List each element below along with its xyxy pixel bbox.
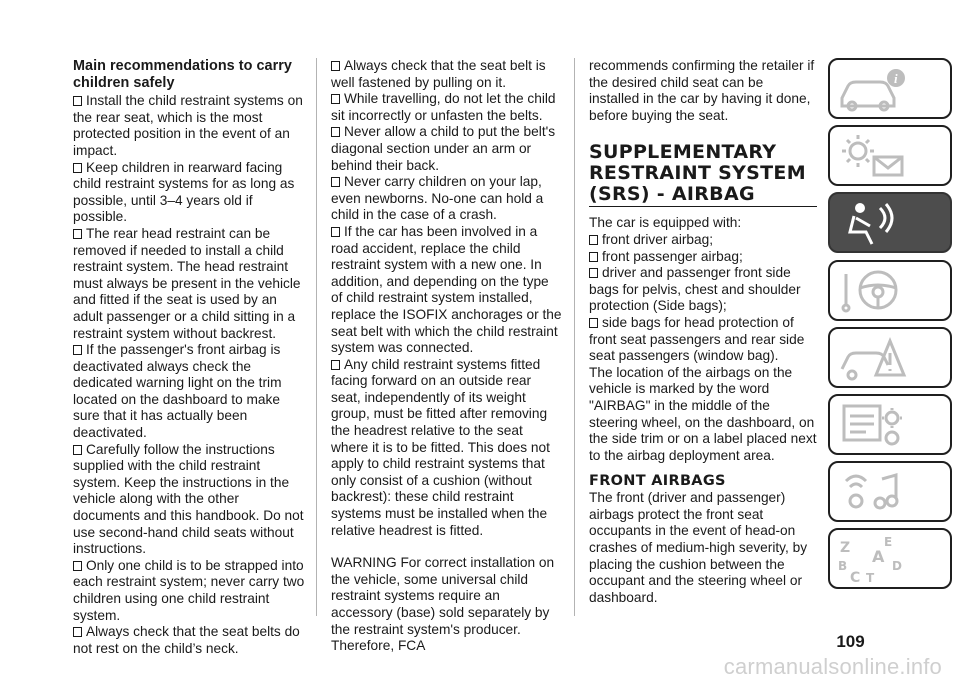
location-text: The location of the airbags on the vehicle is marked by the word "AIRBAG" in the middle of the steering wheel, on the dashboard, on the side trim or on a label placed next to the airbag deployment area. [589,364,817,463]
tab-warning-lights[interactable] [828,125,952,186]
svg-text:B: B [838,559,848,574]
equipped-text: The car is equipped with: [589,215,742,231]
list-item: The rear head restraint can be removed if needed to install a child restraint system. The head restraint must always be present in the vehicle and fitted if the seat is used by an adult passenger or a child sitting in a restraint system without backrest. [73,226,305,342]
column-3 [589,58,817,606]
svg-text:A: A [872,547,885,567]
subsection-title-front-airbags: FRONT AIRBAGS [589,473,726,490]
emergency-triangle-icon [836,333,908,383]
car-info-icon [836,64,908,114]
tab-emergency[interactable] [828,327,952,388]
section-title-srs: SUPPLEMENTARY RESTRAINT SYSTEM (SRS) - AIRBAG [589,142,817,207]
chapter-tabs [828,58,952,596]
multimedia-icon [836,467,908,517]
list-item: If the car has been involved in a road accident, replace the child restraint system with a new one. In addition, and depending on the type of child restraint system installed, replace the ISOFIX anchorages or the seat belt with which the child restraint system was connected. [331,223,562,356]
svg-text:T: T [866,571,875,585]
list-item: Keep children in rearward facing child restraint systems for as long as possible, until 3–4 years old if possible. [73,160,305,226]
list-item: While travelling, do not let the child sit incorrectly or unfasten the belts. [331,91,563,124]
seat-airbag-icon [836,198,908,248]
svg-text:i: i [894,71,898,86]
tab-steering-wheel[interactable] [828,260,952,321]
warning-lights-icon [836,131,908,181]
maintenance-gears-icon [836,400,908,450]
steering-wheel-icon [836,266,908,316]
column-1 [73,58,305,657]
svg-text:Z: Z [840,540,851,557]
tab-seat-airbag[interactable] [828,192,952,253]
column-divider [574,58,575,616]
tab-maintenance[interactable] [828,394,952,455]
page-number: 109 [836,632,865,651]
list-item: Never carry children on your lap, even newborns. No-one can hold a child in the case of a crash. [331,174,563,224]
list-item: Never allow a child to put the belt's diagonal section under an arm or behind their back. [331,124,563,174]
list-item: Any child restraint systems fitted facing forward on an outside rear seat, independently of its weight group, must be fitted after removing the headrest relative to the seat where it is to be fitted. This does not apply to child restraint systems that only consist of a cushion (without backrest): these child restraint systems must be installed when the relative headrest is fitted. [331,357,563,540]
list-item: side bags for head protection of front seat passengers and rear side seat passengers (window bag). [589,315,817,365]
section-heading-child-safety: Main recommendations to carry children safely [73,58,292,91]
list-item: Always check that the seat belts do not rest on the child’s neck. [73,624,305,657]
column-divider [316,58,317,616]
list-item: Only one child is to be strapped into each restraint system; never carry two children using one child restraint system. [73,557,305,623]
tab-multimedia[interactable] [828,461,952,522]
list-item: Always check that the seat belt is well fastened by pulling on it. [331,58,563,91]
list-item: If the passenger's front airbag is deactivated always check the dedicated warning light on the trim located on the dashboard to make sure that it has actually been deactivated. [73,342,305,442]
list-item: Install the child restraint systems on the rear seat, which is the most protected position in the event of an impact. [73,93,305,159]
tab-index[interactable] [828,528,952,589]
svg-text:C: C [850,570,861,585]
warning-text: WARNING For correct installation on the vehicle, some universal child restraint systems require an accessory (base) sold separately by the restraint system's producer. Therefore, FCA [331,555,555,654]
index-letters-icon [836,534,908,584]
list-item: front passenger airbag; [589,249,817,266]
tab-car-info[interactable] [828,58,952,119]
column-2 [331,58,563,655]
svg-text:E: E [884,535,893,550]
svg-text:D: D [892,559,902,574]
front-airbags-text: The front (driver and passenger) airbags protect the front seat occupants in the event of head-on crashes of medium-high severity, by placing the cushion between the occupant and the steering wheel or dashboard. [589,490,808,605]
intro-text: recommends confirming the retailer if the desired child seat can be installed in the car by having it done, before buying the seat. [589,58,815,123]
list-item: driver and passenger front side bags for pelvis, chest and shoulder protection (Side bags); [589,265,817,315]
list-item: Carefully follow the instructions supplied with the child restraint system. Keep the instructions in the vehicle along with the other documents and this handbook. Do not use second-hand child seats without instructions. [73,441,304,557]
watermark: carmanualsonline.info [723,654,942,679]
list-item: front driver airbag; [589,232,817,249]
